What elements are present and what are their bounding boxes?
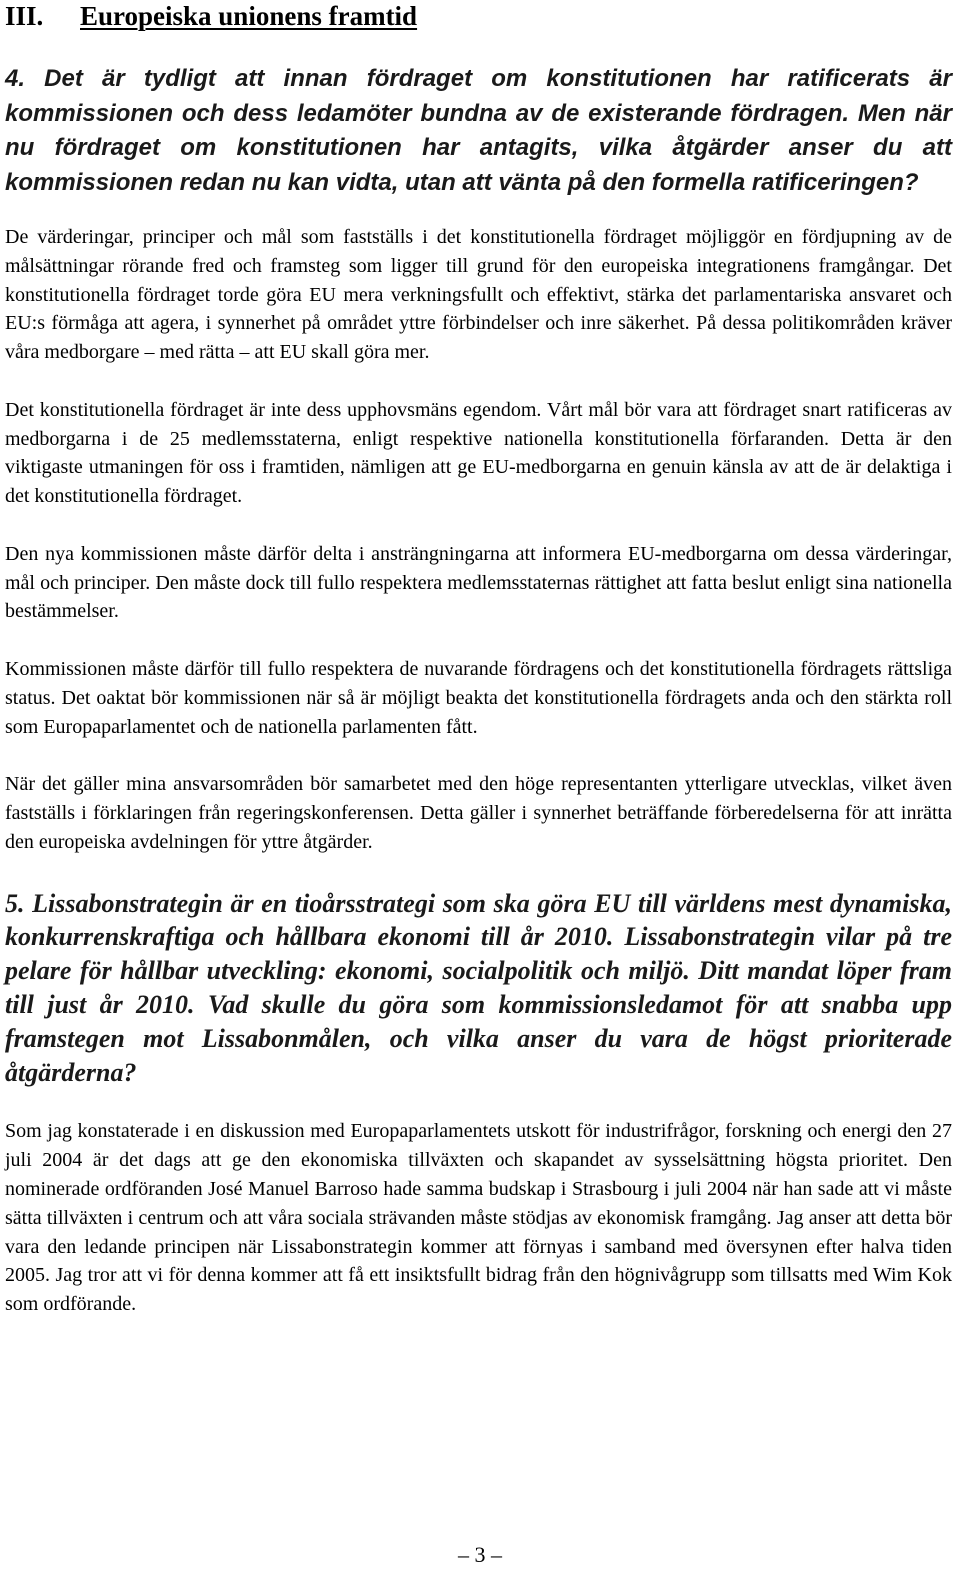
section-title: Europeiska unionens framtid bbox=[80, 1, 418, 31]
page-number: – 3 – bbox=[458, 1542, 502, 1567]
question-5: 5. Lissabonstrategin är en tioårsstrategi som ska göra EU till världens mest dynamiska, konkurrenskraftiga och hållbara ekonomi till år 2010. Lissabonstrategin vilar på tre pelare för hållbar utveckling: ekonomi, socialpolitik och miljö. Ditt mandat löper fram till just år 2010. Vad skulle du göra som kommissionsledamot för att snabba upp framstegen mot Lissabonmålen, och vilka anser du vara de högst prioriterade åtgärderna? bbox=[5, 888, 952, 1087]
answer-4-paragraph-5: När det gäller mina ansvarsområden bör samarbetet med den höge representanten ytterligare utvecklas, vilket även fastställs i förklaringen från regeringskonferensen. Detta gäller i synnerhet beträffande förberedelserna för att inrätta den europeiska avdelningen för yttre åtgärder. bbox=[5, 773, 952, 853]
answer-4-paragraph-3: Den nya kommissionen måste därför delta i ansträngningarna att informera EU-medborgarna om dessa värderingar, mål och principer. Den måste dock till fullo respektera medlemsstaternas rättighet att fatta beslut enligt sina nationella bestämmelser. bbox=[5, 542, 952, 623]
answer-5-paragraph-1: Som jag konstaterade i en diskussion med Europaparlamentets utskott för industrifrågor, forskning och energi den 27 juli 2004 är det dags att ge den ekonomiska tillväxten och skapandet av sysselsättning högsta prioritet. Den nominerade ordföranden José Manuel Barroso hade samma budskap i Strasbourg i juli 2004 när han sade att vi måste sätta tillväxten i centrum och att våra sociala strävanden måste stödjas av ekonomisk framgång. Jag anser att detta bör vara den ledande principen när Lissabonstrategin kommer att förnyas i samband med översynen efter halva tiden 2005. Jag tror att vi för denna kommer att få ett insiktsfullt bidrag från den högnivågrupp som tillsatts med Wim Kok som ordförande. bbox=[5, 1120, 952, 1316]
question-4: 4. Det är tydligt att innan fördraget om konstitutionen har ratificerats är kommissionen och dess ledamöter bundna av de existerande fördragen. Men när nu fördraget om konstitutionen har antagits, vilka åtgärder anser du att kommissionen redan nu kan vidta, utan att vänta på den formella ratificeringen? bbox=[5, 65, 952, 196]
answer-4-paragraph-2: Det konstitutionella fördraget är inte dess upphovsmäns egendom. Vårt mål bör vara att fördraget snart ratificeras av medborgarna i de 25 medlemsstaterna, enligt respektive nationella konstitutionella förfaranden. Detta är den viktigaste utmaningen för oss i framtiden, nämligen att ge EU-medborgarna en genuin känsla av att de är delaktiga i det konstitutionella fördraget. bbox=[5, 398, 952, 508]
section-number: III. bbox=[5, 1, 44, 31]
answer-4-paragraph-4: Kommissionen måste därför till fullo respektera de nuvarande fördragens och det konstitutionella fördragets rättsliga status. Det oaktat bör kommissionen när så är möjligt beakta det konstitutionella fördragets anda och den stärkta roll som Europaparlamentet och de nationella parlamenten fått. bbox=[5, 657, 952, 738]
document-page bbox=[5, 0, 952, 1319]
section-heading bbox=[5, 0, 952, 36]
answer-4-paragraph-1: De värderingar, principer och mål som fastställs i det konstitutionella fördraget möjliggör en fördjupning av de målsättningar rörande fred och framsteg som ligger till grund för den europeiska integrationens framgångar. Det konstitutionella fördraget torde göra EU mera verkningsfullt och effektivt, stärka det parlamentariska ansvaret och EU:s förmåga att agera, i synnerhet på området yttre förbindelser och inre säkerhet. På dessa politikområden kräver våra medborgare – med rätta – att EU skall göra mer. bbox=[5, 226, 952, 364]
